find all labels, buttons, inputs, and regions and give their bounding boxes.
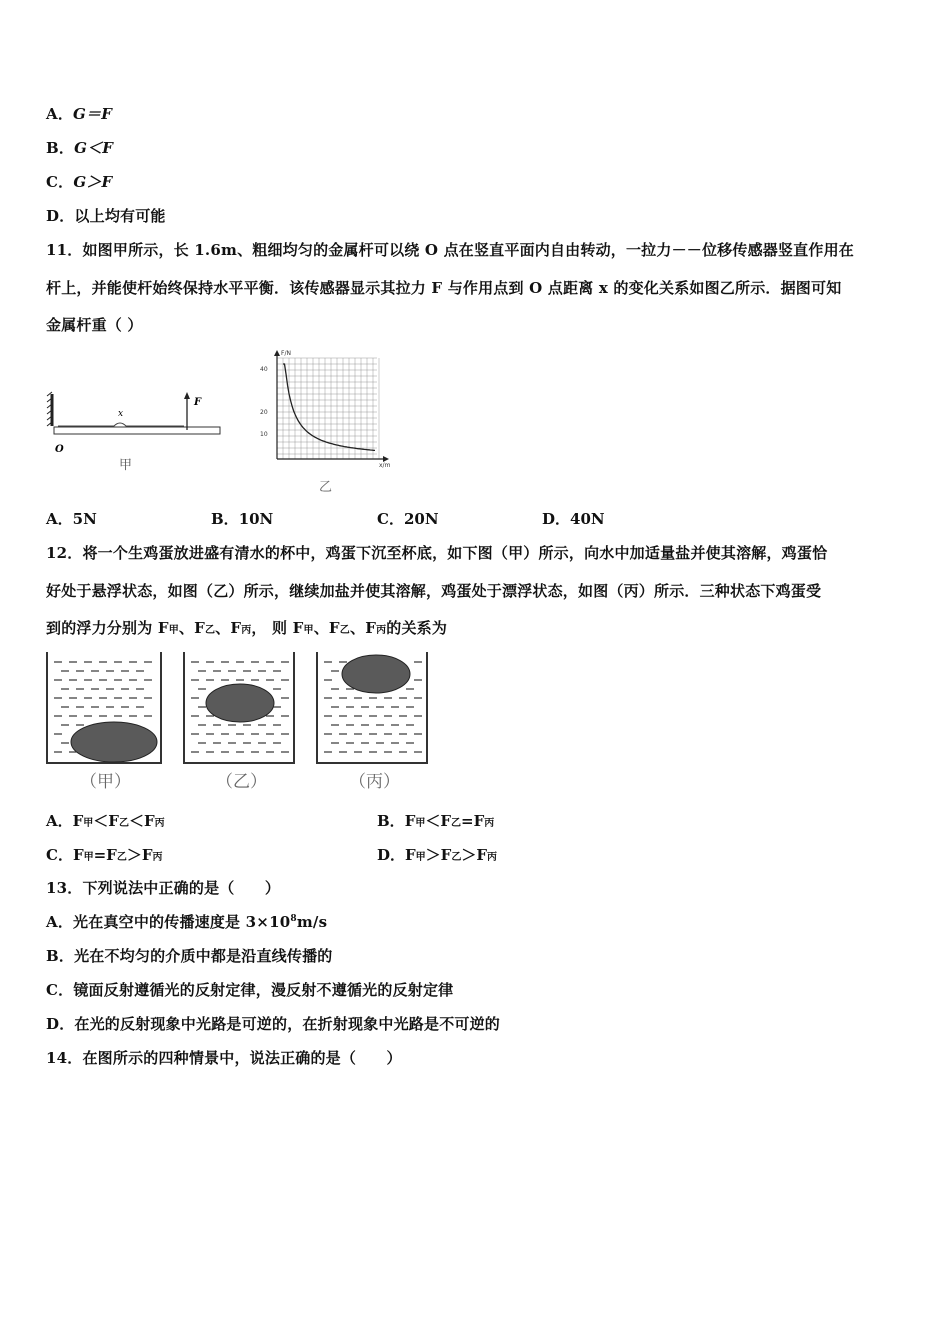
q12-stem-line2: 好处于悬浮状态，如图（乙）所示，继续加盐并使其溶解，鸡蛋处于漂浮状态，如图（丙）所示．三种状态下鸡蛋受 (46, 582, 822, 600)
label-O: O (55, 444, 64, 455)
q12-option-d: D．F甲＞F乙＞F丙 (377, 846, 497, 864)
q12-option-b: B．F甲＜F乙=F丙 (377, 812, 495, 830)
y-axis-label: F/N (281, 350, 291, 357)
caption-yi: 乙 (319, 480, 333, 495)
y-arrow-icon (274, 350, 280, 356)
q14-stem: 14．在图所示的四种情景中，说法正确的是（ ） (46, 1049, 402, 1067)
egg-yi (206, 684, 274, 722)
metal-rod (54, 427, 220, 434)
beaker-jia (47, 652, 161, 792)
arrow-head-icon (184, 392, 190, 399)
y-tick-10: 10 (260, 431, 268, 438)
q10-option-d: D．以上均有可能 (46, 207, 166, 225)
q11-stem-line3: 金属杆重（ ） (46, 316, 143, 334)
label-x: x (118, 409, 124, 419)
q10-option-c: C．G＞F (46, 173, 113, 191)
q11-stem-line2: 杆上，并能使杆始终保持水平平衡．该传感器显示其拉力 F 与作用点到 O 点距离 x 的变化关系如图乙所示．据图可知 (46, 279, 842, 297)
q11-option-b: B．10N (211, 510, 274, 528)
q13-stem: 13．下列说法中正确的是（ ） (46, 879, 281, 897)
q12-stem-line3: 到的浮力分别为 F甲、F乙、F丙， 则 F甲、F乙、F丙的关系为 (46, 619, 448, 637)
q13-option-a: A．光在真空中的传播速度是 $3\times 10^8m/s$ (46, 913, 328, 931)
egg-jia (71, 722, 157, 762)
wall-hinge (47, 392, 52, 426)
caption-yi: （乙） (216, 772, 267, 792)
label-F: F (194, 397, 202, 408)
q10-option-b: B．G＜F (46, 139, 114, 157)
q11-stem-line1: 11．如图甲所示，长 1.6m、粗细均匀的金属杆可以绕 O 点在竖直平面内自由转动，一拉力－－位移传感器竖直作用在 (46, 241, 854, 259)
q11-option-a: A．5N (46, 510, 97, 528)
x-axis-label: x/m (379, 462, 391, 469)
q10-option-a: A．G＝F (46, 105, 113, 123)
y-tick-20: 20 (260, 409, 268, 416)
q13-option-b: B．光在不均匀的介质中都是沿直线传播的 (46, 947, 333, 965)
q11-option-c: C．20N (377, 510, 439, 528)
q12-option-c: C．F甲=F乙＞F丙 (46, 846, 163, 864)
lever-figure-jia (44, 368, 226, 478)
caption-jia: （甲） (80, 772, 131, 792)
sensor-track (58, 423, 184, 426)
beaker-bing (317, 652, 427, 792)
y-tick-40: 40 (260, 366, 268, 373)
q13-option-d: D．在光的反射现象中光路是可逆的，在折射现象中光路是不可逆的 (46, 1015, 501, 1033)
egg-beakers-figure (44, 648, 434, 798)
q11-option-d: D．40N (542, 510, 605, 528)
caption-bing: （丙） (349, 772, 400, 792)
beaker-yi (184, 652, 294, 792)
graph-figure-yi (255, 346, 395, 496)
egg-bing (342, 655, 410, 693)
q12-stem-line1: 12．将一个生鸡蛋放进盛有清水的杯中，鸡蛋下沉至杯底，如下图（甲）所示，向水中加适量盐并使其溶解，鸡蛋恰 (46, 544, 828, 562)
caption-jia: 甲 (119, 458, 133, 473)
q13-option-c: C．镜面反射遵循光的反射定律，漫反射不遵循光的反射定律 (46, 981, 454, 999)
q12-option-a: A．F甲＜F乙＜F丙 (46, 812, 165, 830)
